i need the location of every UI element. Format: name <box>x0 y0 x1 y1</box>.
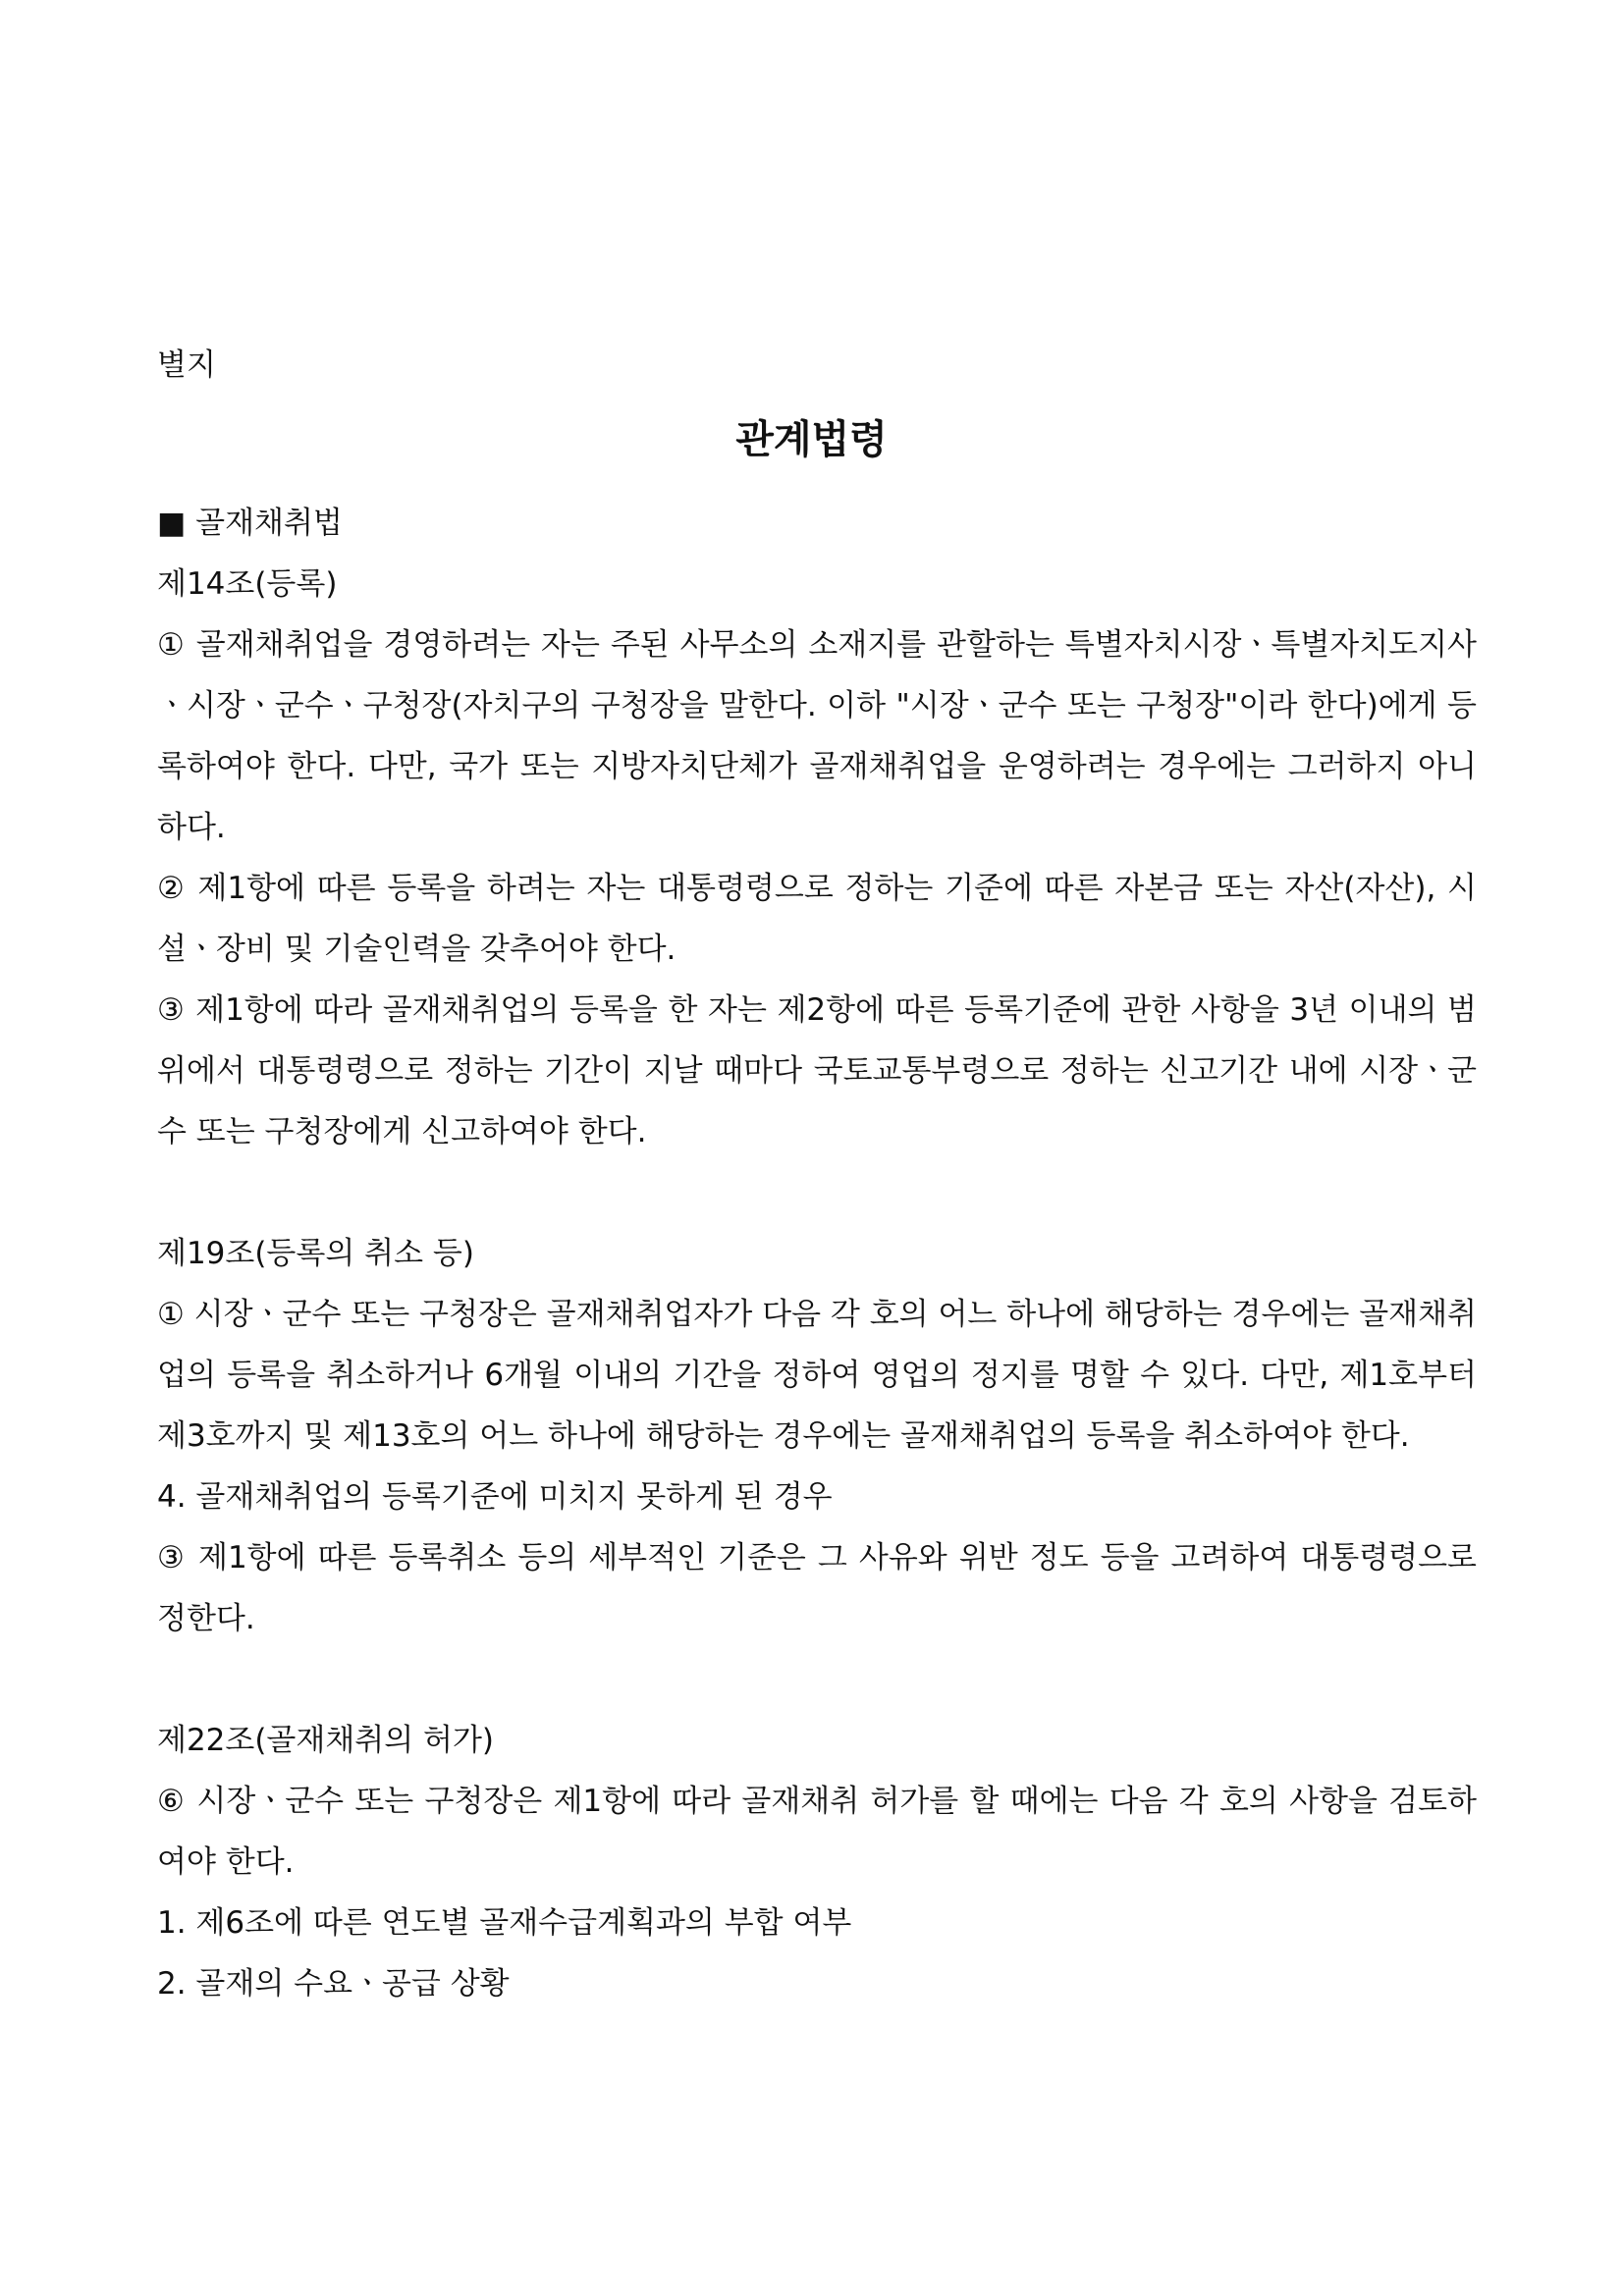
article-paragraph: 2. 골재의 수요ㆍ공급 상황 <box>157 1966 510 2002</box>
law-name: ■ 골재채취법 <box>157 506 343 541</box>
article-paragraph: ③ 제1항에 따른 등록취소 등의 세부적인 기준은 그 사유와 위반 정도 등을 고려하여 대통령령으로 정한다. <box>157 1540 1477 1636</box>
article-paragraph: ① 시장ㆍ군수 또는 구청장은 골재채취업자가 다음 각 호의 어느 하나에 해당하는 경우에는 골재채취업의 등록을 취소하거나 6개월 이내의 기간을 정하여 영업의 정지를 명할 수 있다. 다만, 제1호부터 제3호까지 및 제13호의 어느 하나에 해당하는 경우에는 골재채취업의 등록을 취소하여야 한다. <box>157 1297 1477 1454</box>
article-heading: 제22조(골재채취의 허가) <box>157 1723 495 1758</box>
article-paragraph: 1. 제6조에 따른 연도별 골재수급계획과의 부합 여부 <box>157 1905 852 1941</box>
article-heading: 제14조(등록) <box>157 566 338 602</box>
article-paragraph: ⑥ 시장ㆍ군수 또는 구청장은 제1항에 따라 골재채취 허가를 할 때에는 다음 각 호의 사항을 검토하여야 한다. <box>157 1784 1477 1880</box>
article-paragraph: ③ 제1항에 따라 골재채취업의 등록을 한 자는 제2항에 따른 등록기준에 관한 사항을 3년 이내의 범위에서 대통령령으로 정하는 기간이 지날 때마다 국토교통부령으로 정하는 신고기간 내에 시장ㆍ군수 또는 구청장에게 신고하여야 한다. <box>157 992 1477 1149</box>
document-label: 별지 <box>157 347 216 383</box>
article-paragraph: ① 골재채취업을 경영하려는 자는 주된 사무소의 소재지를 관할하는 특별자치시장ㆍ특별자치도지사ㆍ시장ㆍ군수ㆍ구청장(자치구의 구청장을 말한다. 이하 "시장ㆍ군수 또는 구청장"이라 한다)에게 등록하여야 한다. 다만, 국가 또는 지방자치단체가 골재채취업을 운영하려는 경우에는 그러하지 아니하다. <box>157 627 1477 845</box>
article-heading: 제19조(등록의 취소 등) <box>157 1236 474 1271</box>
section-gap <box>157 1162 1477 1223</box>
article-paragraph: 4. 골재채취업의 등록기준에 미치지 못하게 된 경우 <box>157 1479 833 1515</box>
document-body <box>157 493 1477 2014</box>
section-gap <box>157 1649 1477 1710</box>
article-paragraph: ② 제1항에 따른 등록을 하려는 자는 대통령령으로 정하는 기준에 따른 자본금 또는 자산(자산), 시설ㆍ장비 및 기술인력을 갖추어야 한다. <box>157 871 1477 967</box>
document-title: 관계법령 <box>735 417 888 462</box>
